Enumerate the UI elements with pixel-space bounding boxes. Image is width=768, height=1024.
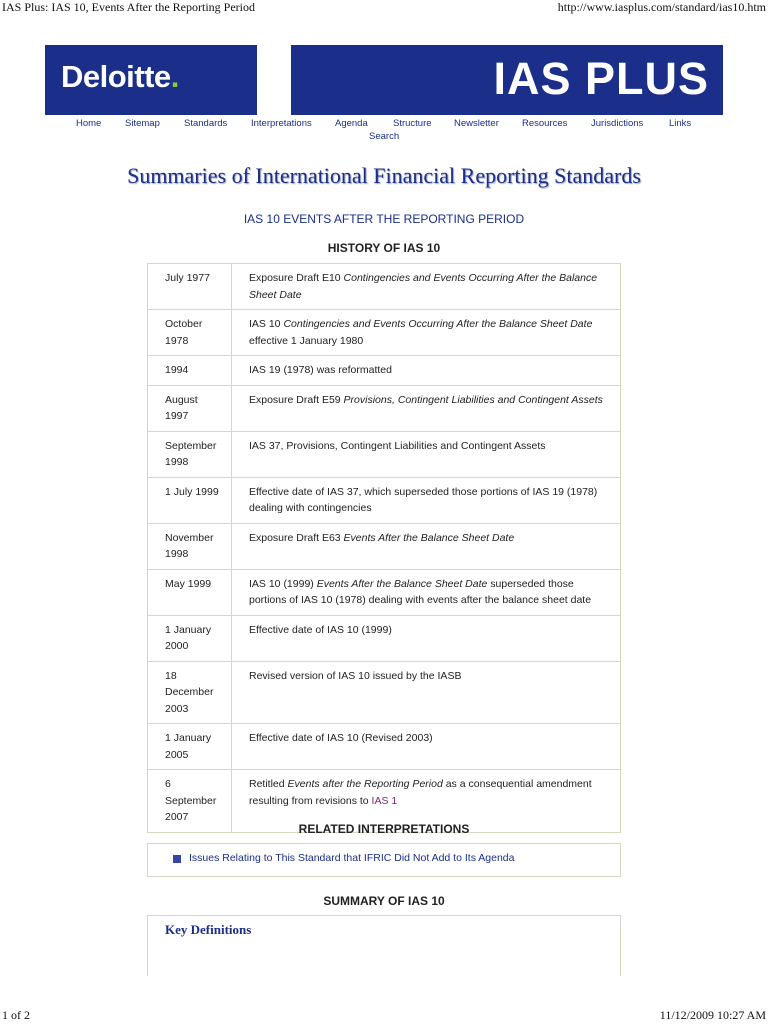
history-date: 1 July 1999 <box>148 477 232 523</box>
history-heading: HISTORY OF IAS 10 <box>327 241 441 255</box>
history-event-title: Events after the Reporting Period <box>287 778 443 790</box>
history-date: 1 January 2005 <box>148 724 232 770</box>
history-event <box>232 385 621 431</box>
print-footer-datetime: 11/12/2009 10:27 AM <box>659 1008 766 1022</box>
bullet-square-icon <box>173 855 181 863</box>
history-event-text: Retitled <box>249 778 288 790</box>
history-event-text: Exposure Draft E10 <box>249 272 344 284</box>
history-event-suffix: as a consequential amendment resulting from revisions to <box>249 778 592 807</box>
history-date: 1994 <box>148 356 232 386</box>
history-row <box>148 661 621 724</box>
history-event <box>232 264 621 310</box>
history-event-text: Exposure Draft E63 <box>249 531 344 544</box>
iasplus-brand[interactable]: IAS PLUS <box>493 53 709 104</box>
print-header-title: IAS Plus: IAS 10, Events After the Reporting Period <box>2 0 255 14</box>
history-event-title: Provisions, Contingent Liabilities and Contingent Assets <box>343 393 603 406</box>
print-header-url: http://www.iasplus.com/standard/ias10.htm <box>557 0 766 14</box>
standard-title: IAS 10 EVENTS AFTER THE REPORTING PERIOD <box>243 212 525 226</box>
history-event-title: Contingencies and Events Occurring After the Balance Sheet Date <box>283 318 593 330</box>
history-event-text: IAS 37, Provisions, Contingent Liabilities and Contingent Assets <box>249 439 546 452</box>
nav-search[interactable]: Search <box>369 131 400 142</box>
history-row <box>148 523 621 569</box>
history-event <box>232 724 621 770</box>
history-event-suffix: effective 1 January 1980 <box>249 334 364 347</box>
history-event <box>232 569 621 615</box>
history-date: 6 September 2007 <box>148 770 232 833</box>
nav-interpretations[interactable]: Interpretations <box>251 118 312 129</box>
related-interpretations-heading: RELATED INTERPRETATIONS <box>298 822 470 836</box>
history-event-suffix: superseded those portions of IAS 10 (1978) dealing with events after the balance sheet date <box>249 577 592 606</box>
nav-jurisdictions[interactable]: Jurisdictions <box>591 118 644 129</box>
key-definitions-heading: Key Definitions <box>165 922 252 937</box>
history-date: 18 December 2003 <box>148 661 232 724</box>
deloitte-logo[interactable]: Deloitte. <box>61 59 179 94</box>
ias1-link[interactable]: IAS 1 <box>371 794 398 807</box>
history-event <box>232 661 621 724</box>
summary-box <box>147 915 621 976</box>
history-event-text: Revised version of IAS 10 issued by the IASB <box>249 669 462 682</box>
print-footer <box>0 1008 768 1024</box>
deloitte-banner[interactable] <box>45 45 257 115</box>
history-row <box>148 356 621 386</box>
nav-sitemap[interactable]: Sitemap <box>125 118 160 129</box>
history-event-text: Exposure Draft E59 <box>249 393 344 406</box>
history-event-title: Events After the Balance Sheet Date <box>343 531 515 544</box>
related-interpretations-box <box>147 843 621 877</box>
nav-resources[interactable]: Resources <box>522 118 568 129</box>
history-row <box>148 385 621 431</box>
history-event <box>232 477 621 523</box>
history-event-text: IAS 19 (1978) was reformatted <box>249 364 392 376</box>
history-event-text: Effective date of IAS 37, which superseded those portions of IAS 19 (1978) dealing with contingencies <box>249 485 598 514</box>
history-row <box>148 264 621 310</box>
iasplus-banner[interactable] <box>291 45 723 115</box>
history-event <box>232 523 621 569</box>
history-event-title: Events After the Balance Sheet Date <box>316 577 488 590</box>
history-event <box>232 310 621 356</box>
history-event-text: IAS 10 (1999) <box>249 577 317 590</box>
history-event-title: Contingencies and Events Occurring After the Balance Sheet Date <box>249 272 598 301</box>
nav-links[interactable]: Links <box>669 118 692 129</box>
summary-heading: SUMMARY OF IAS 10 <box>323 894 445 908</box>
page-title: Summaries of International Financial Reporting Standards <box>127 163 641 188</box>
history-event-text: IAS 10 <box>249 318 284 330</box>
history-event <box>232 615 621 661</box>
history-event <box>232 431 621 477</box>
history-event <box>232 356 621 386</box>
nav-agenda[interactable]: Agenda <box>335 118 368 129</box>
ifric-agenda-link[interactable]: Issues Relating to This Standard that IFRIC Did Not Add to Its Agenda <box>189 852 515 864</box>
history-date: October 1978 <box>148 310 232 356</box>
history-row <box>148 431 621 477</box>
nav-standards[interactable]: Standards <box>184 118 228 129</box>
nav-home[interactable]: Home <box>76 118 102 129</box>
history-row <box>148 310 621 356</box>
history-date: 1 January 2000 <box>148 615 232 661</box>
history-date: August 1997 <box>148 385 232 431</box>
history-row <box>148 615 621 661</box>
history-row <box>148 724 621 770</box>
history-date: July 1977 <box>148 264 232 310</box>
history-table <box>147 263 621 833</box>
history-row <box>148 569 621 615</box>
history-event-text: Effective date of IAS 10 (Revised 2003) <box>249 732 433 744</box>
history-row <box>148 477 621 523</box>
print-footer-page: 1 of 2 <box>2 1008 30 1022</box>
nav-structure[interactable]: Structure <box>393 118 432 129</box>
nav-newsletter[interactable]: Newsletter <box>454 118 499 129</box>
history-date: May 1999 <box>148 569 232 615</box>
history-date: November 1998 <box>148 523 232 569</box>
print-header <box>0 0 768 16</box>
history-date: September 1998 <box>148 431 232 477</box>
history-event-text: Effective date of IAS 10 (1999) <box>249 623 392 636</box>
